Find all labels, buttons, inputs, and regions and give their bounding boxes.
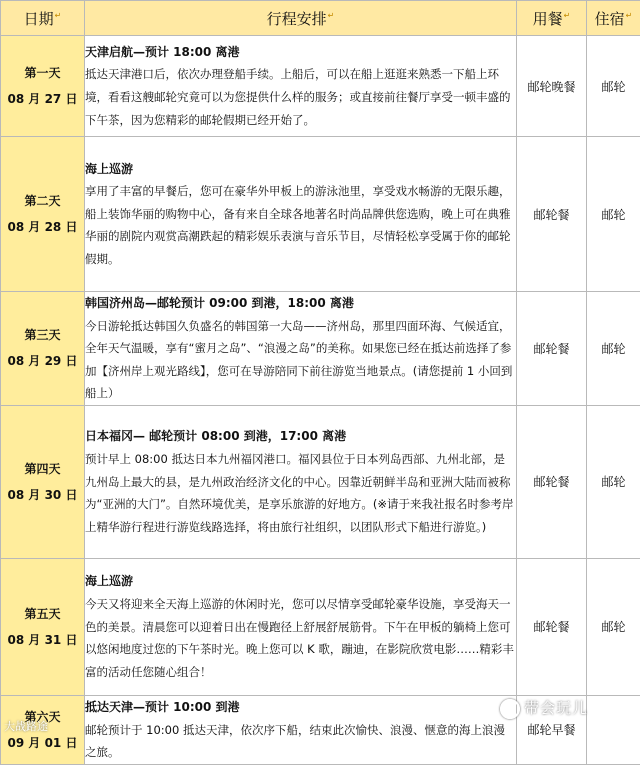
day-cell [1,292,85,406]
day-row [1,558,640,695]
plan-text: 享用了丰富的早餐后，您可在豪华外甲板上的游泳池里，享受戏水畅游的无限乐趣，船上装饰华丽的购物中心，备有来自全球各地著名时尚品牌供您选购，晚上可在典雅华丽的剧院内观赏高潮跌起的精彩娱乐表演与音乐节目，尽情轻松享受属于你的邮轮假期。 [85,180,516,270]
stay-cell [587,695,640,764]
plan-title: 韩国济州岛—邮轮预计 09:00 到港，18:00 离港 [85,292,516,315]
day-label: 第六天 [1,704,84,730]
plan-cell [85,137,517,292]
meal-cell: 邮轮餐 [517,292,587,406]
header-row [1,1,640,36]
stay-cell: 邮轮 [587,137,640,292]
plan-cell [85,36,517,137]
day-row [1,405,640,558]
meal-cell: 邮轮晚餐 [517,36,587,137]
plan-cell [85,292,517,406]
meal-cell: 邮轮早餐 [517,695,587,764]
day-label: 第四天 [1,456,84,482]
plan-text: 抵达天津港口后，依次办理登船手续。上船后，可以在船上逛逛来熟悉一下船上环境，看看这艘邮轮究竟可以为您提供什么样的服务；或直接前往餐厅享受一顿丰盛的下午茶，因为您精彩的邮轮假期已经开始了。 [85,63,516,131]
day-cell [1,405,85,558]
plan-text: 邮轮预计于 10:00 抵达天津，依次序下船，结束此次愉快、浪漫、惬意的海上浪漫之旅。 [85,719,516,764]
stay-cell: 邮轮 [587,36,640,137]
plan-cell [85,695,517,764]
day-date: 08 月 28 日 [1,214,84,240]
day-date: 09 月 01 日 [1,730,84,756]
day-row [1,36,640,137]
plan-title: 海上巡游 [85,570,516,593]
day-label: 第五天 [1,601,84,627]
plan-title: 天津启航—预计 18:00 离港 [85,41,516,64]
day-date: 08 月 27 日 [1,86,84,112]
day-cell [1,558,85,695]
stay-cell: 邮轮 [587,558,640,695]
day-label: 第一天 [1,60,84,86]
header-plan: 行程安排↵ [85,1,517,36]
day-date: 08 月 31 日 [1,627,84,653]
watermark-right: 带会玩儿 [500,697,588,719]
day-label: 第三天 [1,322,84,348]
day-cell [1,36,85,137]
plan-cell [85,405,517,558]
day-row [1,137,640,292]
plan-title: 日本福冈— 邮轮预计 08:00 到港，17:00 离港 [85,425,516,448]
day-date: 08 月 30 日 [1,482,84,508]
plan-title: 海上巡游 [85,158,516,181]
watermark-left: 大战路途 [4,718,48,734]
plan-cell [85,558,517,695]
stay-cell: 邮轮 [587,405,640,558]
plan-title: 抵达天津—预计 10:00 到港 [85,696,516,719]
plan-text: 预计早上 08:00 抵达日本九州福冈港口。福冈县位于日本列岛西部、九州北部，是九州岛上最大的县，是九州政治经济文化的中心。因靠近朝鲜半岛和亚洲大陆而被称为“亚洲的大门”。自然环境优美，是享乐旅游的好地方。(※请于来我社报名时参考岸上精华游行程进行游览线路选择，将由旅行社组织，以团队形式下船进行游览。) [85,448,516,538]
header-day: 日期↵ [1,1,85,36]
day-label: 第二天 [1,188,84,214]
meal-cell: 邮轮餐 [517,558,587,695]
header-meal: 用餐↵ [517,1,587,36]
meal-cell: 邮轮餐 [517,137,587,292]
plan-text: 今天又将迎来全天海上巡游的休闲时光，您可以尽情享受邮轮豪华设施，享受海天一色的美景。清晨您可以迎着日出在慢跑径上舒展舒展筋骨。下午在甲板的躺椅上您可以悠闲地度过您的下午茶时光。晚上您可以 K 歌，蹦迪，在影院欣赏电影……精彩丰富的活动任您随心组合！ [85,593,516,683]
day-cell [1,137,85,292]
wechat-icon [500,699,520,719]
meal-cell: 邮轮餐 [517,405,587,558]
day-date: 08 月 29 日 [1,348,84,374]
day-row [1,292,640,406]
plan-text: 今日游轮抵达韩国久负盛名的韩国第一大岛——济州岛，那里四面环海、气候适宜，全年天气温暖，享有“蜜月之岛”、“浪漫之岛”的美称。如果您已经在抵达前选择了参加【济州岸上观光路线】，您可在导游陪同下前往游览当地景点。(请您提前 1 小回到船上） [85,315,516,405]
stay-cell: 邮轮 [587,292,640,406]
header-stay: 住宿↵ [587,1,640,36]
